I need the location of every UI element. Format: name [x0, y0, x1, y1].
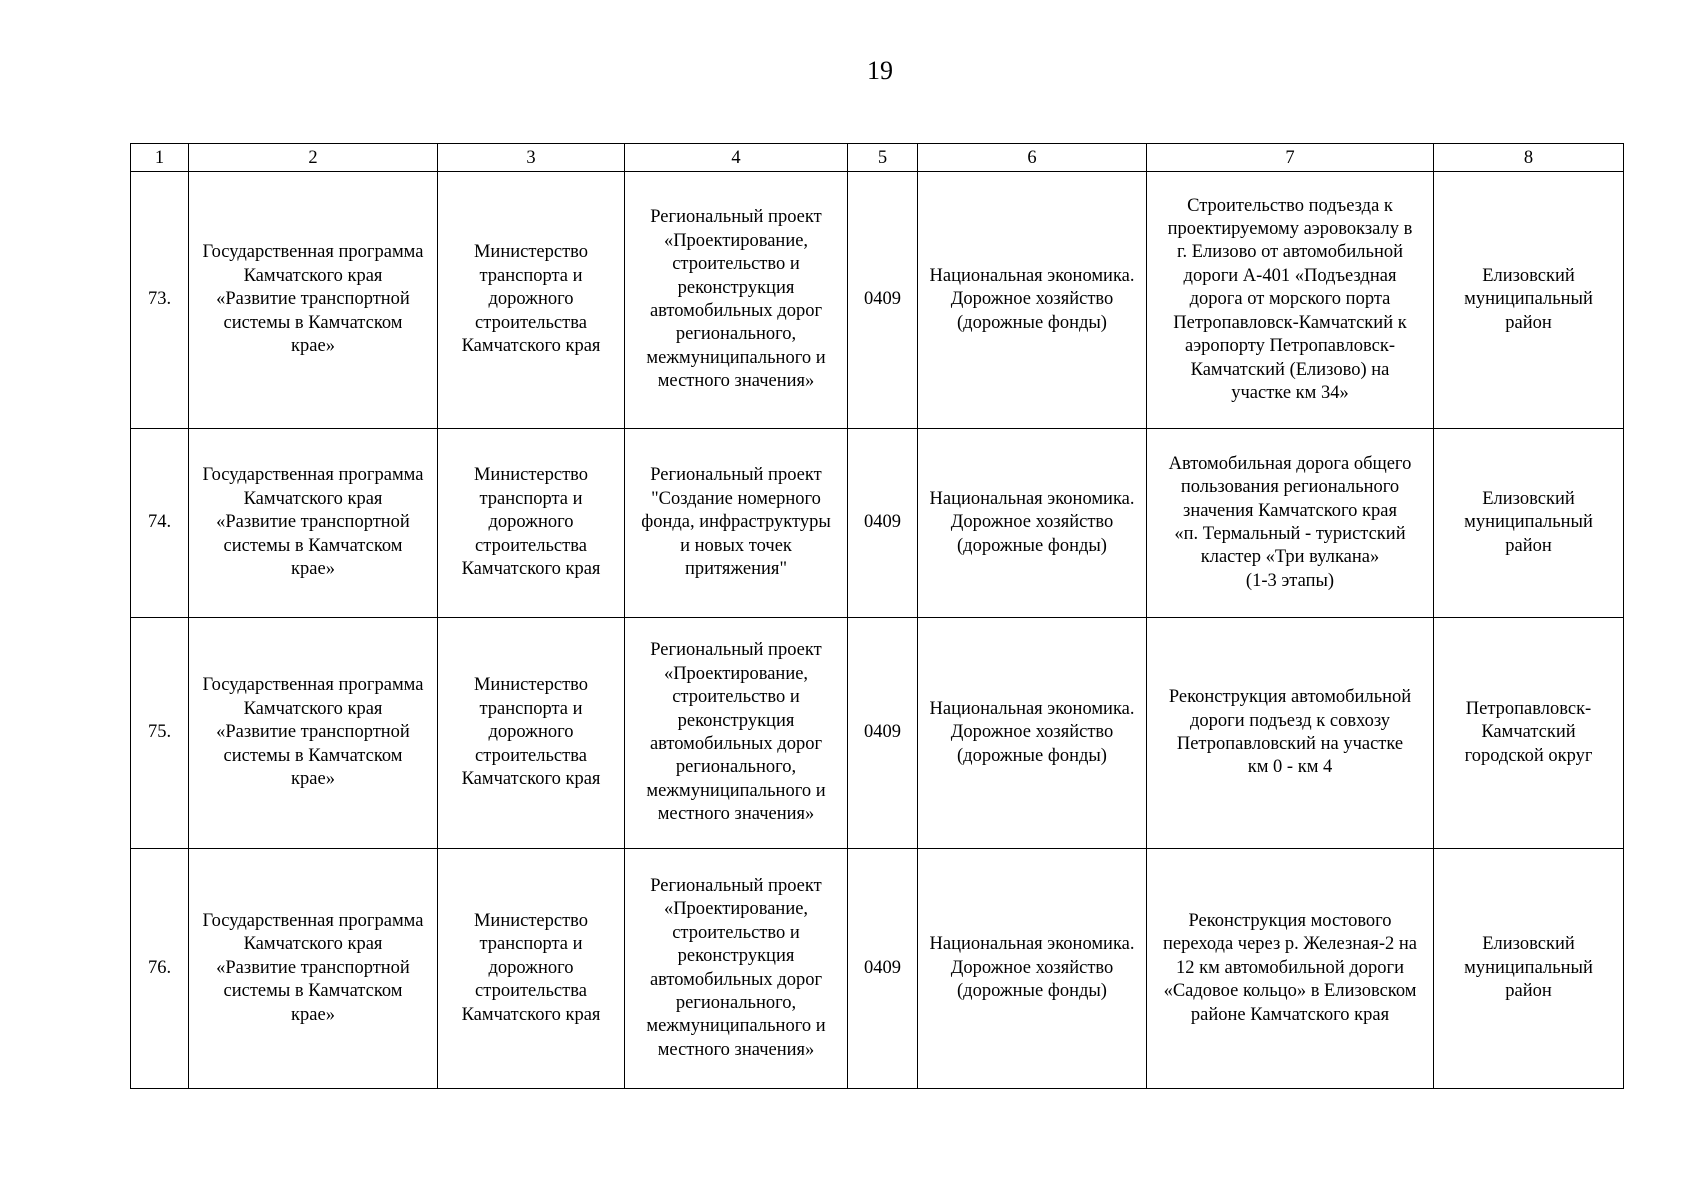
table-row [131, 618, 1624, 849]
code-cell: 0409 [848, 849, 918, 1089]
column-header: 7 [1147, 144, 1434, 172]
object-cell: Автомобильная дорога общего пользования регионального значения Камчатского края «п. Термальный - туристский кластер «Три вулкана» (1-3 этапы) [1147, 429, 1434, 618]
row-number: 73. [131, 172, 189, 429]
municipality-cell: Елизовский муниципальный район [1434, 429, 1624, 618]
project-cell: Региональный проект «Проектирование, строительство и реконструкция автомобильных дорог регионального, межмуниципального и местного значения» [625, 849, 848, 1089]
program-cell: Государственная программа Камчатского края «Развитие транспортной системы в Камчатском крае» [189, 618, 438, 849]
object-cell: Реконструкция автомобильной дороги подъезд к совхозу Петропавловский на участке км 0 - км 4 [1147, 618, 1434, 849]
program-cell: Государственная программа Камчатского края «Развитие транспортной системы в Камчатском крае» [189, 849, 438, 1089]
project-cell: Региональный проект "Создание номерного фонда, инфраструктуры и новых точек притяжения" [625, 429, 848, 618]
ministry-cell: Министерство транспорта и дорожного строительства Камчатского края [438, 618, 625, 849]
code-cell: 0409 [848, 172, 918, 429]
section-cell: Национальная экономика. Дорожное хозяйство (дорожные фонды) [918, 429, 1147, 618]
program-cell: Государственная программа Камчатского края «Развитие транспортной системы в Камчатском крае» [189, 172, 438, 429]
page-number: 19 [867, 56, 893, 85]
section-cell: Национальная экономика. Дорожное хозяйство (дорожные фонды) [918, 849, 1147, 1089]
section-cell: Национальная экономика. Дорожное хозяйство (дорожные фонды) [918, 172, 1147, 429]
project-cell: Региональный проект «Проектирование, строительство и реконструкция автомобильных дорог регионального, межмуниципального и местного значения» [625, 172, 848, 429]
row-number: 74. [131, 429, 189, 618]
project-cell: Региональный проект «Проектирование, строительство и реконструкция автомобильных дорог регионального, межмуниципального и местного значения» [625, 618, 848, 849]
column-header: 1 [131, 144, 189, 172]
ministry-cell: Министерство транспорта и дорожного строительства Камчатского края [438, 429, 625, 618]
section-cell: Национальная экономика. Дорожное хозяйство (дорожные фонды) [918, 618, 1147, 849]
table-row [131, 172, 1624, 429]
ministry-cell: Министерство транспорта и дорожного строительства Камчатского края [438, 172, 625, 429]
program-cell: Государственная программа Камчатского края «Развитие транспортной системы в Камчатском крае» [189, 429, 438, 618]
column-header: 8 [1434, 144, 1624, 172]
data-table [130, 143, 1624, 1089]
ministry-cell: Министерство транспорта и дорожного строительства Камчатского края [438, 849, 625, 1089]
table-row [131, 429, 1624, 618]
municipality-cell: Елизовский муниципальный район [1434, 172, 1624, 429]
row-number: 75. [131, 618, 189, 849]
column-header: 6 [918, 144, 1147, 172]
code-cell: 0409 [848, 618, 918, 849]
code-cell: 0409 [848, 429, 918, 618]
municipality-cell: Петропавловск- Камчатский городской округ [1434, 618, 1624, 849]
table-row [131, 849, 1624, 1089]
column-header: 3 [438, 144, 625, 172]
column-header: 5 [848, 144, 918, 172]
row-number: 76. [131, 849, 189, 1089]
column-header: 2 [189, 144, 438, 172]
table-header-row [131, 144, 1624, 172]
object-cell: Реконструкция мостового перехода через р. Железная-2 на 12 км автомобильной дороги «Садовое кольцо» в Елизовском районе Камчатского края [1147, 849, 1434, 1089]
municipality-cell: Елизовский муниципальный район [1434, 849, 1624, 1089]
column-header: 4 [625, 144, 848, 172]
object-cell: Строительство подъезда к проектируемому аэровокзалу в г. Елизово от автомобильной дороги А-401 «Подъездная дорога от морского порта Петропавловск-Камчатский к аэропорту Петропавловск- Камчатский (Елизово) на участке км 34» [1147, 172, 1434, 429]
